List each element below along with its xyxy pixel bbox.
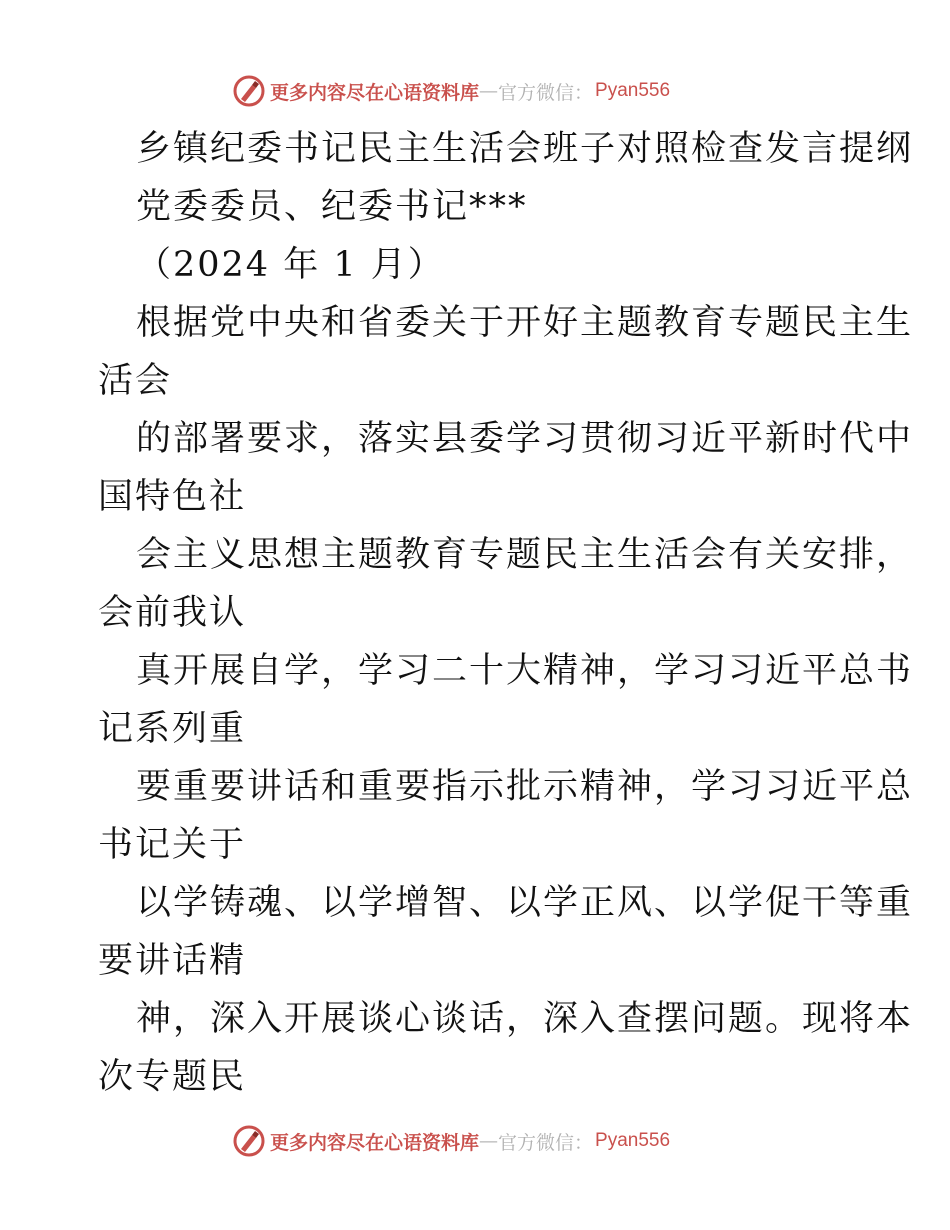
watermark-account: Pyan556 <box>595 80 671 101</box>
pen-logo-icon <box>232 1124 266 1158</box>
watermark-official-label: 官方微信： <box>498 1131 594 1154</box>
paragraph-line: 真开展自学，学习二十大精神，学习习近平总书 <box>136 651 914 691</box>
paragraph-line: 要讲话精 <box>98 941 247 981</box>
paragraph-line: 记系列重 <box>98 709 247 749</box>
document-title: 乡镇纪委书记民主生活会班子对照检查发言提纲 <box>136 129 914 169</box>
paragraph-line: 活会 <box>98 361 173 401</box>
paragraph-line: 国特色社 <box>98 477 247 517</box>
watermark-account: Pyan556 <box>595 1130 671 1151</box>
document-date: （2024 年 1 月） <box>136 245 445 285</box>
watermark-separator: — <box>479 1130 499 1152</box>
paragraph-line: 会前我认 <box>98 593 247 633</box>
paragraph-line: 会主义思想主题教育专题民主生活会有关安排， <box>136 535 914 575</box>
watermark-footer <box>232 1122 752 1160</box>
watermark-official-label: 官方微信： <box>498 81 594 104</box>
watermark-header <box>232 72 752 110</box>
watermark-brand: 更多内容尽在心语资料库 <box>270 1131 480 1154</box>
paragraph-line: 的部署要求，落实县委学习贯彻习近平新时代中 <box>136 419 914 459</box>
paragraph-line: 书记关于 <box>98 825 247 865</box>
paragraph-line: 要重要讲话和重要指示批示精神，学习习近平总 <box>136 767 914 807</box>
document-body <box>98 120 914 1106</box>
paragraph-line: 次专题民 <box>98 1057 247 1097</box>
document-author: 党委委员、纪委书记*** <box>136 187 528 227</box>
watermark-separator: — <box>479 80 499 102</box>
paragraph-line: 以学铸魂、以学增智、以学正风、以学促干等重 <box>136 883 914 923</box>
pen-logo-icon <box>232 74 266 108</box>
paragraph-line: 根据党中央和省委关于开好主题教育专题民主生 <box>136 303 914 343</box>
paragraph-line: 神，深入开展谈心谈话，深入查摆问题。现将本 <box>136 999 914 1039</box>
watermark-brand: 更多内容尽在心语资料库 <box>270 81 480 104</box>
